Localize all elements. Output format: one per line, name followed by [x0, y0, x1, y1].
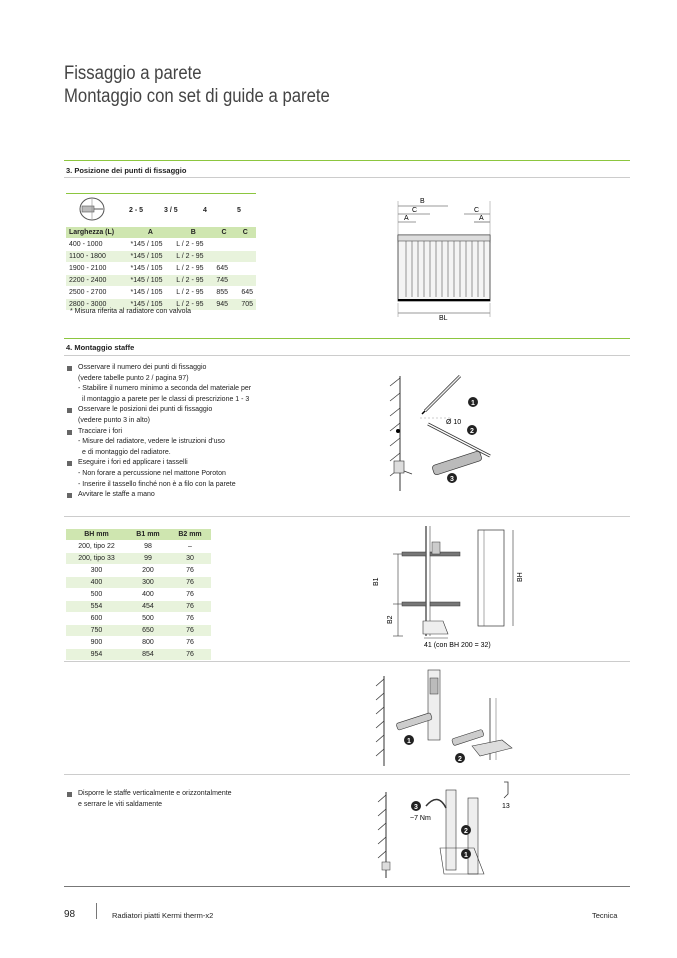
bracket-note: 41 (con BH 200 = 32)	[424, 642, 491, 649]
footer-section: Tecnica	[592, 911, 618, 920]
footer-product: Radiatori piatti Kermi therm-x2	[112, 911, 214, 920]
torque-label: ~7 Nm	[410, 815, 431, 822]
wall-plug-icon	[78, 196, 106, 222]
table-cell: 76	[169, 625, 211, 637]
section-rule	[64, 355, 630, 356]
torque-illustration	[374, 778, 524, 882]
step-number: 2	[458, 756, 462, 763]
dimension-label: BL	[439, 315, 448, 322]
table-cell: *145 / 105	[128, 299, 174, 311]
step-number: 3	[450, 476, 454, 483]
list-item: Tracciare i fori	[66, 427, 251, 438]
list-item: - Inserire il tassello finché non è a filo con la parete	[78, 480, 236, 488]
table-cell: 954	[66, 649, 127, 661]
table-cell: L / 2 - 95	[173, 299, 213, 311]
mounting-illustration	[372, 668, 532, 768]
table-row	[66, 287, 256, 299]
table-cell: 400 - 1000	[66, 239, 128, 251]
page-title-line1: Fissaggio a parete	[64, 63, 202, 84]
table-cell: *145 / 105	[128, 287, 174, 299]
table-cell: *145 / 105	[128, 239, 174, 251]
table-cell: 76	[169, 649, 211, 661]
list-item: e di montaggio del radiatore.	[82, 448, 171, 456]
table-cell: L / 2 - 95	[173, 287, 213, 299]
table-row	[66, 553, 211, 565]
list-item: Disporre le staffe verticalmente e orizzontalmente	[66, 789, 232, 800]
table-cell: 500	[66, 589, 127, 601]
class-header: 5	[237, 207, 241, 214]
list-item: Avvitare le staffe a mano	[66, 490, 251, 501]
section4-heading: 4. Montaggio staffe	[66, 343, 135, 352]
table-cell: L / 2 - 95	[173, 275, 213, 287]
table-cell: *145 / 105	[128, 263, 174, 275]
table-cell: 76	[169, 589, 211, 601]
table-cell: 2200 - 2400	[66, 275, 128, 287]
table-cell: 300	[127, 577, 169, 589]
table-cell: 554	[66, 601, 127, 613]
table-row	[66, 239, 256, 251]
step-number: 2	[470, 428, 474, 435]
table-row	[66, 251, 256, 263]
table-cell: 30	[169, 553, 211, 565]
table-row	[66, 565, 211, 577]
final-instruction-list	[66, 789, 232, 810]
bracket-dimension-diagram	[368, 526, 528, 652]
section-rule	[64, 661, 630, 662]
list-item: il montaggio a parete per le classi di prescrizione 1 - 3	[82, 395, 250, 403]
section-rule	[64, 516, 630, 517]
list-item: e serrare le viti saldamente	[78, 800, 163, 808]
wrench-size-label: 13	[502, 803, 510, 810]
table-cell: 76	[169, 577, 211, 589]
table-cell: *145 / 105	[128, 275, 174, 287]
table-cell: 200, tipo 22	[66, 541, 127, 553]
table-cell: 705	[235, 299, 256, 311]
table-header-cell: B1 mm	[127, 529, 169, 541]
table-row	[66, 275, 256, 287]
table-cell: 600	[66, 613, 127, 625]
class-header: 3 / 5	[164, 207, 178, 214]
table-cell	[235, 263, 256, 275]
table-cell: 1100 - 1800	[66, 251, 128, 263]
list-item: Osservare il numero dei punti di fissaggio	[66, 363, 251, 374]
table-cell: 855	[213, 287, 234, 299]
table-row	[66, 589, 211, 601]
table-top-rule	[66, 193, 256, 194]
radiator-fixing-diagram	[390, 193, 500, 323]
table-header-cell: C	[213, 227, 234, 239]
page-number: 98	[64, 909, 76, 920]
list-item: (vedere punto 3 in alto)	[78, 416, 150, 424]
table-cell: 200	[127, 565, 169, 577]
table-cell	[235, 239, 256, 251]
step-number: 1	[471, 400, 475, 407]
page-title-line2: Montaggio con set di guide a parete	[64, 86, 330, 107]
table-cell: 750	[66, 625, 127, 637]
table-cell: L / 2 - 95	[173, 263, 213, 275]
table-cell: 1900 - 2100	[66, 263, 128, 275]
table-cell: 645	[213, 263, 234, 275]
table-cell: 98	[127, 541, 169, 553]
bh-table	[66, 529, 211, 661]
section-rule	[64, 774, 630, 775]
step-number: 3	[414, 804, 418, 811]
table-header-cell: Larghezza (L)	[66, 227, 128, 239]
table-row	[66, 577, 211, 589]
table-cell	[235, 275, 256, 287]
footer-rule	[64, 886, 630, 887]
class-header: 2 - 5	[129, 207, 144, 214]
list-item: - Non forare a percussione nel mattone Poroton	[78, 469, 226, 477]
table-row	[66, 637, 211, 649]
footnote: * Misura riferita al radiatore con valvola	[70, 308, 191, 315]
list-item: Osservare le posizioni dei punti di fissaggio	[66, 405, 251, 416]
table-cell: 900	[66, 637, 127, 649]
table-cell: 76	[169, 601, 211, 613]
table-cell: 745	[213, 275, 234, 287]
table-row	[66, 601, 211, 613]
table-cell: 2500 - 2700	[66, 287, 128, 299]
table-cell: 400	[66, 577, 127, 589]
table-cell: 945	[213, 299, 234, 311]
table-cell: 854	[127, 649, 169, 661]
dimension-label: A	[479, 215, 484, 222]
section-rule	[64, 338, 630, 339]
table-cell: 200, tipo 33	[66, 553, 127, 565]
fixing-points-table	[66, 227, 256, 311]
dimension-label: B2	[387, 615, 394, 624]
table-cell: 650	[127, 625, 169, 637]
footer-divider	[96, 903, 97, 919]
list-item: Eseguire i fori ed applicare i tasselli	[66, 458, 251, 469]
dimension-label: B1	[373, 577, 380, 586]
table-header-cell: C	[235, 227, 256, 239]
step-number: 1	[464, 852, 468, 859]
dimension-label: C	[474, 207, 480, 214]
table-cell: 76	[169, 565, 211, 577]
table-header-cell: B	[173, 227, 213, 239]
list-item: - Misure del radiatore, vedere le istruzioni d'uso	[78, 438, 225, 446]
table-cell: 500	[127, 613, 169, 625]
dimension-label: C	[412, 207, 418, 214]
drill-diameter-label: Ø 10	[446, 419, 462, 426]
section3-heading: 3. Posizione dei punti di fissaggio	[66, 166, 187, 175]
table-cell: 645	[235, 287, 256, 299]
table-header-cell: A	[128, 227, 174, 239]
step-number: 1	[407, 738, 411, 745]
table-row	[66, 263, 256, 275]
table-row	[66, 613, 211, 625]
list-item: (vedere tabelle punto 2 / pagina 97)	[78, 374, 189, 382]
table-cell: L / 2 - 95	[173, 251, 213, 263]
table-cell: 99	[127, 553, 169, 565]
table-header-row	[66, 227, 256, 239]
table-cell: 800	[127, 637, 169, 649]
drilling-illustration	[380, 366, 510, 496]
table-cell: 400	[127, 589, 169, 601]
table-cell: 300	[66, 565, 127, 577]
section-rule	[64, 160, 630, 161]
table-row	[66, 649, 211, 661]
table-row	[66, 541, 211, 553]
table-header-cell: B2 mm	[169, 529, 211, 541]
table-cell	[213, 239, 234, 251]
table-cell	[213, 251, 234, 263]
table-cell: 454	[127, 601, 169, 613]
dimension-label: A	[404, 215, 409, 222]
instruction-list	[66, 363, 251, 501]
step-number: 2	[464, 828, 468, 835]
table-cell: 2800 - 3000	[66, 299, 128, 311]
table-cell	[235, 251, 256, 263]
list-item: - Stabilire il numero minimo a seconda del materiale per	[78, 385, 252, 393]
dimension-label: BH	[517, 572, 524, 582]
section-rule	[64, 177, 630, 178]
table-cell: 76	[169, 637, 211, 649]
table-cell: L / 2 - 95	[173, 239, 213, 251]
table-cell: 76	[169, 613, 211, 625]
table-cell: *145 / 105	[128, 251, 174, 263]
dimension-label: B	[420, 198, 425, 205]
table-header-row	[66, 529, 211, 541]
table-header-cell: BH mm	[66, 529, 127, 541]
table-cell: –	[169, 541, 211, 553]
class-header: 4	[203, 207, 207, 214]
table-row	[66, 625, 211, 637]
